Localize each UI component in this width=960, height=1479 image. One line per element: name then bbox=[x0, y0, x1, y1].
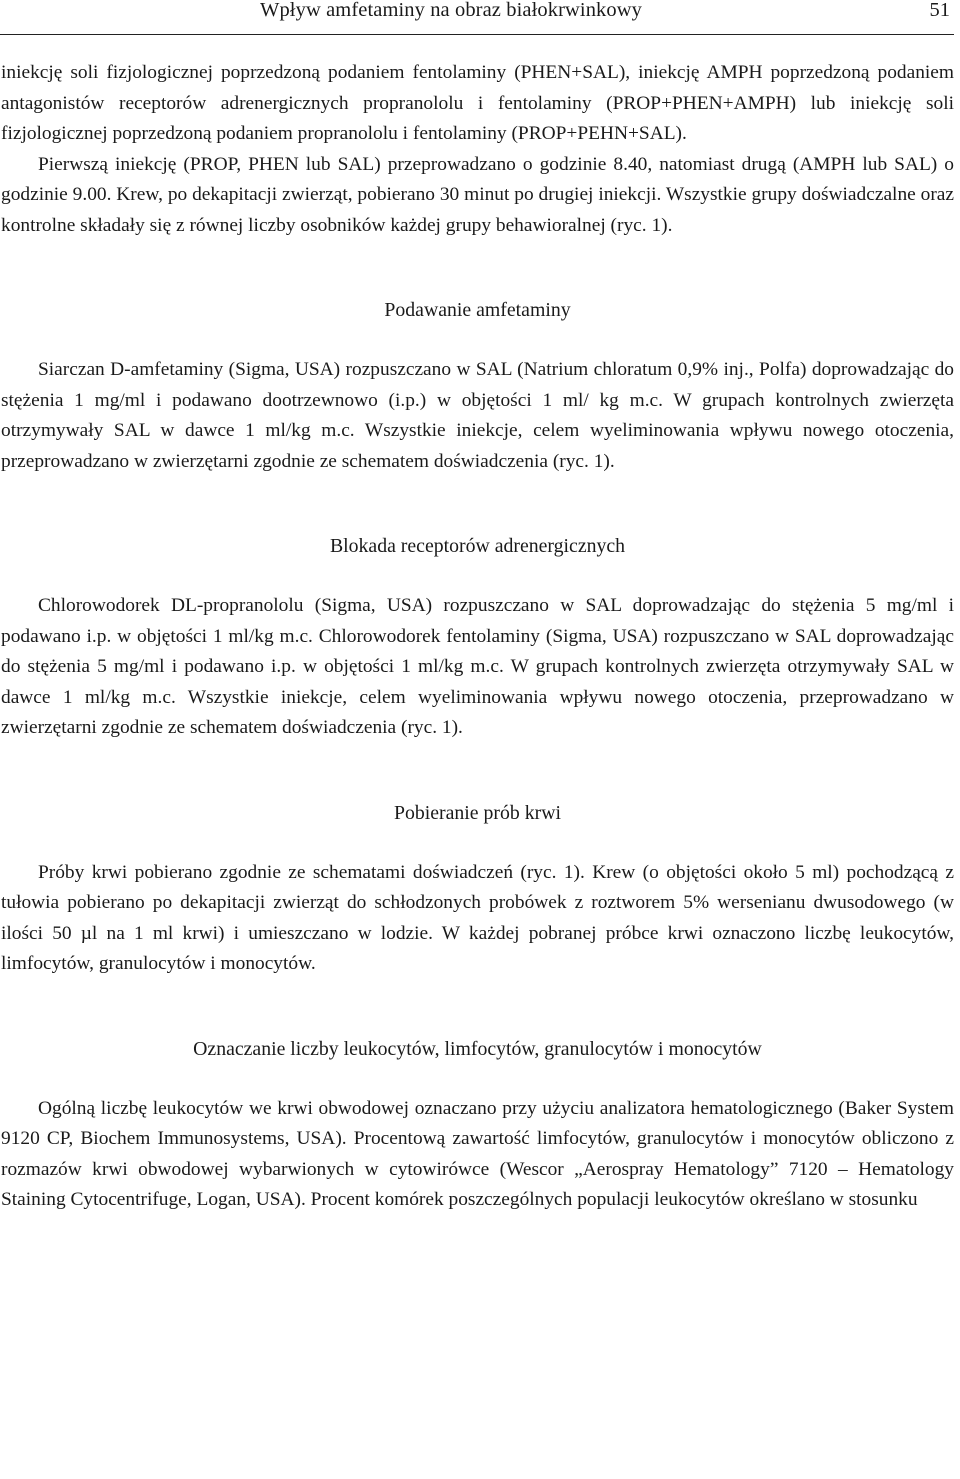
spacer bbox=[1, 828, 954, 858]
section-heading-leukocyte-count: Oznaczanie liczby leukocytów, limfocytów, granulocytów i monocytów bbox=[193, 1037, 762, 1060]
injection-timing-paragraph: Pierwszą iniekcję (PROP, PHEN lub SAL) przeprowadzano o godzinie 8.40, natomiast drugą (AMPH lub SAL) o godzinie 9.00. Krew, po dekapitacji zwierząt, pobierano 30 minut po drugiej iniekcji. Wszystkie grupy doświadczalne oraz kontrolne składały się z równej liczby osobników każdej grupy behawioralnej (ryc. 1). bbox=[1, 153, 954, 236]
page-number: 51 bbox=[929, 0, 950, 21]
page-content bbox=[1, 58, 954, 1216]
intro-continuation-paragraph: iniekcję soli fizjologicznej poprzedzoną podaniem fentolaminy (PHEN+SAL), iniekcję AMPH poprzedzoną podaniem antagonistów receptorów adrenergicznych propranololu i fentolaminy (PROP+PHEN+AMPH) lub iniekcję soli fizjologicznej poprzedzoną podaniem propranololu i fentolaminy (PROP+PEHN+SAL). bbox=[1, 62, 954, 144]
section-body-leukocyte-count: Ogólną liczbę leukocytów we krwi obwodowej oznaczano przy użyciu analizatora hematologicznego (Baker System 9120 CP, Biochem Immunosystems, USA). Procentową zawartość limfocytów, granulocytów i monocytów obliczono z rozmazów krwi obwodowej wybarwionych w cytowirówce (Wescor „Aerospray Hematology” 7120 – Hematology Staining Cytocentrifuge, Logan, USA). Procent komórek poszczególnych populacji leukocytów określano w stosunku bbox=[1, 1097, 954, 1210]
section-body-amphetamine: Siarczan D-amfetaminy (Sigma, USA) rozpuszczano w SAL (Natrium chloratum 0,9% inj., Polfa) doprowadzając do stężenia 1 mg/ml i podawano dootrzewnowo (i.p.) w objętości 1 ml/ kg m.c. W grupach kontrolnych zwierzęta otrzymywały SAL w dawce 1 ml/kg m.c. Wszystkie iniekcje, celem wyeliminowania wpływu nowego otoczenia, przeprowadzano w zwierzętarni zgodnie ze schematem doświadczenia (ryc. 1). bbox=[1, 359, 954, 472]
section-heading-receptor-blockade: Blokada receptorów adrenergicznych bbox=[329, 535, 626, 557]
running-header bbox=[0, 0, 954, 35]
spacer bbox=[1, 980, 954, 1034]
section-body-blood-sampling: Próby krwi pobierano zgodnie ze schematami doświadczeń (ryc. 1). Krew (o objętości około 5 ml) pochodzącą z tułowia pobierano po dekapitacji zwierząt do schłodzonych probówek z roztworem 5% wersenianu dwusodowego (w ilości 50 µl na 1 ml krwi) i umieszczano w lodzie. W każdej pobranej próbce krwi oznaczono liczbę leukocytów, limfocytów, granulocytów i monocytów. bbox=[1, 861, 954, 974]
running-title: Wpływ amfetaminy na obraz białokrwinkowy bbox=[260, 0, 642, 21]
spacer bbox=[1, 241, 954, 295]
spacer bbox=[1, 744, 954, 798]
spacer bbox=[1, 561, 954, 591]
spacer bbox=[1, 325, 954, 355]
section-heading-blood-sampling: Pobieranie prób krwi bbox=[393, 801, 561, 824]
section-heading-amphetamine: Podawanie amfetaminy bbox=[384, 299, 571, 321]
spacer bbox=[1, 1064, 954, 1094]
section-body-receptor-blockade: Chlorowodorek DL-propranololu (Sigma, USA) rozpuszczano w SAL doprowadzając do stężenia 5 mg/ml i podawano i.p. w objętości 1 ml/kg m.c. Chlorowodorek fentolaminy (Sigma, USA) rozpuszczano w SAL doprowadzając do stężenia 5 mg/ml i podawano i.p. w objętości 1 ml/kg m.c. W grupach kontrolnych zwierzęta otrzymywały SAL w dawce 1 ml/kg m.c. Wszystkie iniekcje, celem wyeliminowania wpływu nowego otoczenia, przeprowadzano w zwierzętarni zgodnie ze schematem doświadczenia (ryc. 1). bbox=[1, 595, 954, 738]
spacer bbox=[1, 477, 954, 531]
